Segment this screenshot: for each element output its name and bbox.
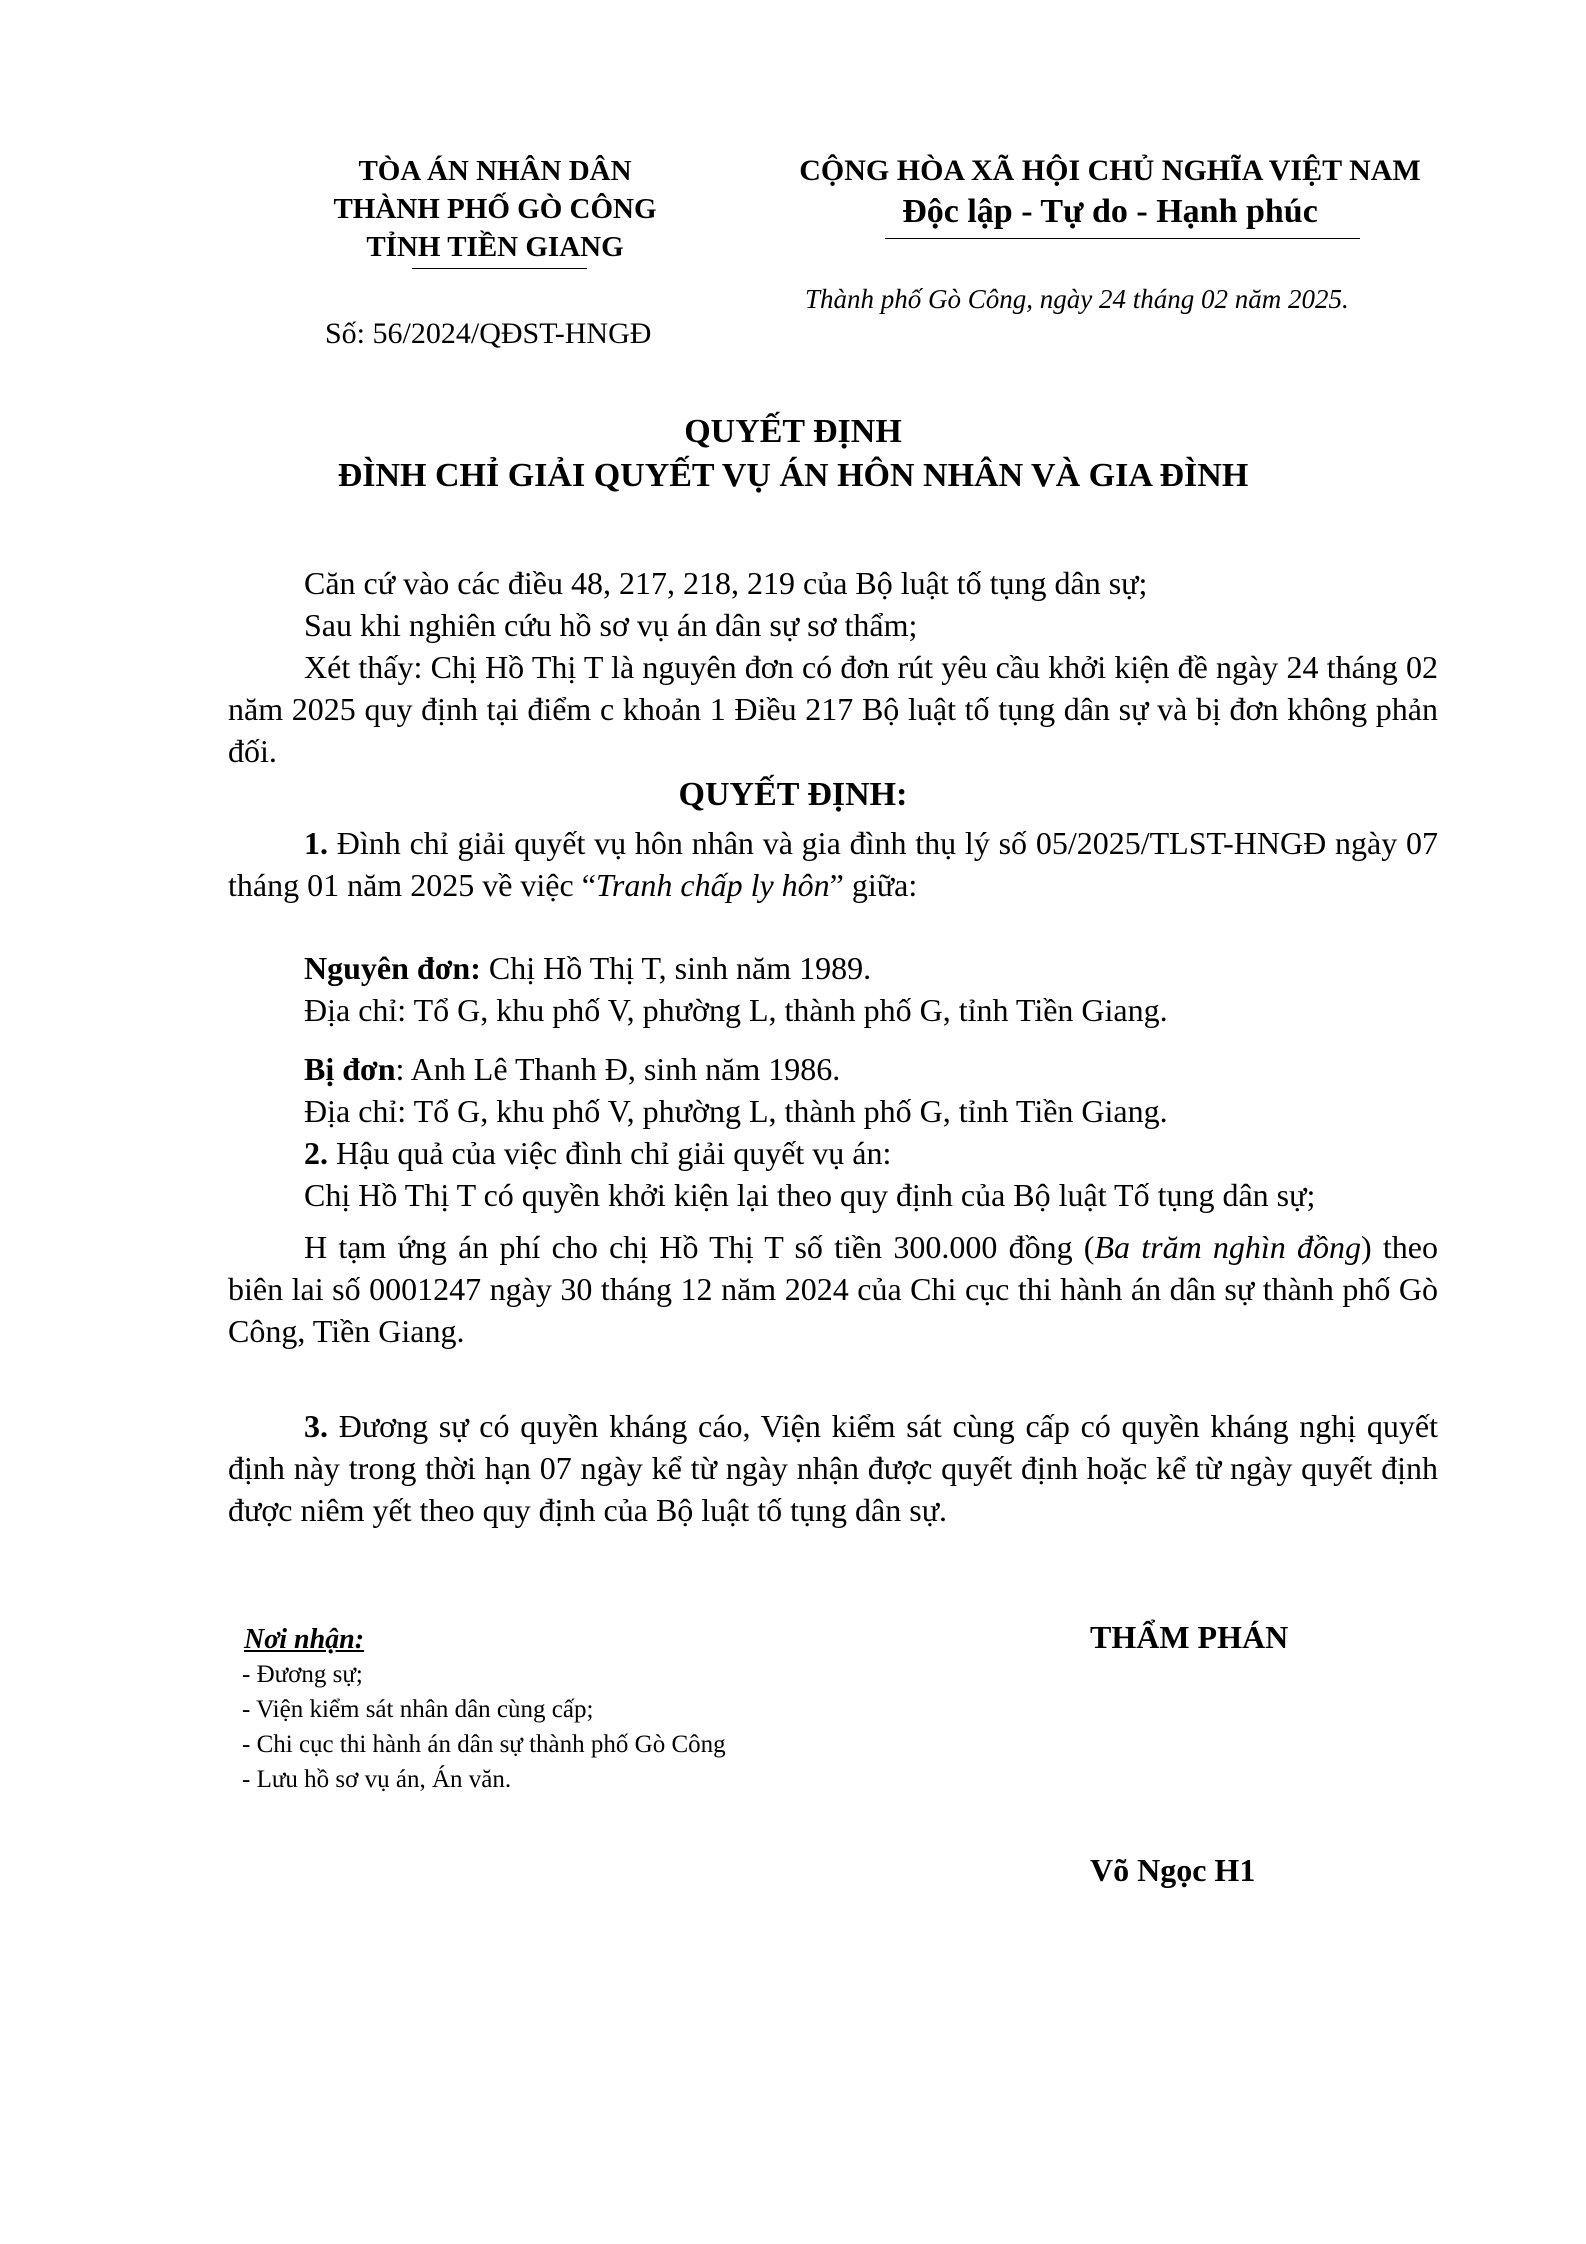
place-date-line: Thành phố Gò Công, ngày 24 tháng 02 năm 2025. (805, 284, 1349, 314)
plaintiff-address: Địa chỉ: Tổ G, khu phố V, phường L, thành phố G, tỉnh Tiền Giang. (304, 992, 1168, 1028)
plaintiff-block (228, 947, 1438, 1031)
item-1-text-end: ” giữa: (829, 867, 918, 903)
motto-underline (885, 238, 1360, 239)
decision-heading: QUYẾT ĐỊNH: (678, 776, 908, 813)
recipient-item: - Lưu hồ sơ vụ án, Án văn. (242, 1766, 512, 1793)
review-statement: Sau khi nghiên cứu hồ sơ vụ án dân sự sơ thẩm; (304, 607, 918, 643)
item-2-right-to-resue: Chị Hồ Thị T có quyền khởi kiện lại theo quy định của Bộ luật Tố tụng dân sự; (304, 1177, 1316, 1213)
item-3-number: 3. (304, 1408, 328, 1444)
item-1-text: Đình chỉ giải quyết vụ hôn nhân và gia đình thụ lý số 05/2025/TLST-HNGĐ ngày 07 tháng 01 năm 2025 về việc “ (228, 825, 1438, 903)
republic-name: CỘNG HÒA XÃ HỘI CHỦ NGHĨA VIỆT NAM (799, 154, 1421, 187)
title-line-1: QUYẾT ĐỊNH (684, 413, 902, 450)
judge-title: THẨM PHÁN (1090, 1619, 1289, 1655)
plaintiff-value: Chị Hồ Thị T, sinh năm 1989. (480, 950, 872, 986)
court-line-3: TỈNH TIỀN GIANG (366, 231, 624, 263)
judge-name: Võ Ngọc H1 (1090, 1852, 1256, 1888)
recipient-item: - Viện kiểm sát nhân dân cùng cấp; (242, 1696, 594, 1723)
preamble (228, 562, 1438, 772)
title-line-2: ĐÌNH CHỈ GIẢI QUYẾT VỤ ÁN HÔN NHÂN VÀ GIA ĐÌNH (337, 457, 1249, 494)
defendant-value: : Anh Lê Thanh Đ, sinh năm 1986. (395, 1051, 841, 1087)
decision-item-3 (228, 1405, 1438, 1531)
recipients-list (242, 1622, 726, 1797)
recipients-heading: Nơi nhận: (244, 1624, 365, 1655)
court-line-2: THÀNH PHỐ GÒ CÔNG (333, 193, 657, 225)
document-title (0, 410, 1586, 498)
item-2-fee-text-end: ) theo biên lai số 0001247 ngày 30 tháng 12 năm 2024 của Chi cục thi hành án dân sự thành phố Gò Công, Tiền Giang. (228, 1229, 1439, 1349)
document-number: Số: 56/2024/QĐST-HNGĐ (325, 317, 652, 350)
court-underline (412, 268, 587, 269)
item-3-text: Đương sự có quyền kháng cáo, Viện kiểm sát cùng cấp có quyền kháng nghị quyết định này trong thời hạn 07 ngày kể từ ngày nhận được quyết định hoặc kể từ ngày quyết định được niêm yết theo quy định của Bộ luật tố tụng dân sự. (228, 1408, 1438, 1528)
item-2-text: Hậu quả của việc đình chỉ giải quyết vụ án: (328, 1135, 892, 1171)
item-2-number: 2. (304, 1135, 328, 1171)
recipient-item: - Đương sự; (242, 1661, 363, 1688)
court-name-block (300, 152, 690, 266)
republic-block (760, 152, 1460, 234)
recipient-item: - Chi cục thi hành án dân sự thành phố Gò Công (242, 1731, 726, 1758)
defendant-label: Bị đơn (304, 1051, 396, 1087)
court-line-1: TÒA ÁN NHÂN DÂN (358, 155, 632, 187)
fee-in-words: Ba trăm nghìn đồng (1094, 1229, 1362, 1265)
item-2-fee-text: H tạm ứng án phí cho chị Hồ Thị T số tiền 300.000 đồng ( (304, 1229, 1095, 1265)
consideration: Xét thấy: Chị Hồ Thị T là nguyên đơn có đơn rút yêu cầu khởi kiện đề ngày 24 tháng 02 năm 2025 quy định tại điểm c khoản 1 Điều 217 Bộ luật tố tụng dân sự và bị đơn không phản đối. (228, 649, 1438, 769)
item-1-number: 1. (304, 825, 328, 861)
national-motto: Độc lập - Tự do - Hạnh phúc (902, 193, 1318, 230)
defendant-block (228, 1048, 1438, 1132)
case-type: Tranh chấp ly hôn (595, 867, 830, 903)
decision-item-1 (228, 822, 1438, 906)
defendant-address: Địa chỉ: Tổ G, khu phố V, phường L, thành phố G, tỉnh Tiền Giang. (304, 1093, 1168, 1129)
legal-basis: Căn cứ vào các điều 48, 217, 218, 219 của Bộ luật tố tụng dân sự; (304, 565, 1148, 601)
decision-item-2 (228, 1132, 1438, 1352)
plaintiff-label: Nguyên đơn: (304, 950, 481, 986)
